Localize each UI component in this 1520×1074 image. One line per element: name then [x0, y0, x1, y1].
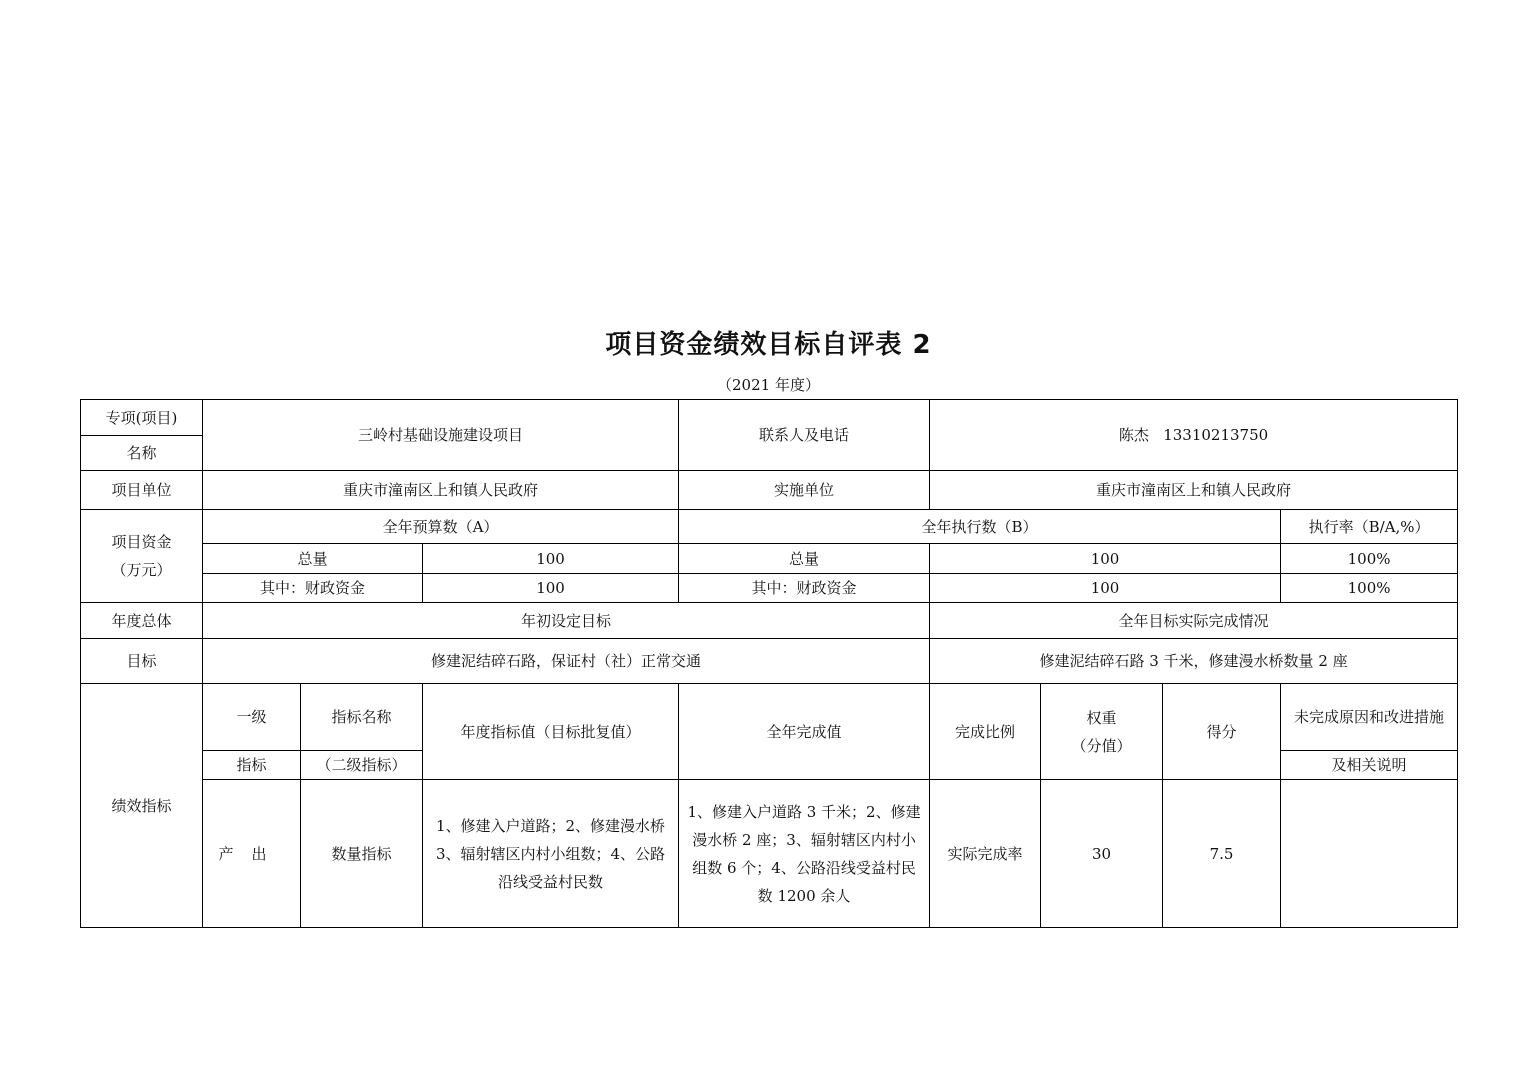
total-budget: 100 — [423, 544, 679, 574]
project-name-label-2: 名称 — [81, 436, 203, 471]
evaluation-table — [80, 399, 1458, 928]
h-weight-line1: 权重 — [1086, 708, 1117, 727]
h-reason-sub: 及相关说明 — [1281, 751, 1458, 780]
goal-label: 年度总体 — [81, 603, 203, 639]
budget-header: 全年预算数（A） — [203, 510, 679, 544]
exec-header: 全年执行数（B） — [679, 510, 1281, 544]
goal-done-header: 全年目标实际完成情况 — [930, 603, 1458, 639]
unit-value: 重庆市潼南区上和镇人民政府 — [203, 471, 679, 510]
h-weight — [1041, 684, 1163, 780]
funds-label — [81, 510, 203, 603]
perf-label: 绩效指标 — [81, 684, 203, 928]
fiscal-budget: 100 — [423, 574, 679, 603]
project-name-label: 专项(项目) — [81, 400, 203, 436]
row-annual-target: 1、修建入户道路；2、修建漫水桥 3、辐射辖区内村小组数；4、公路沿线受益村民数 — [423, 780, 679, 928]
h-level1: 一级 — [203, 684, 301, 751]
goal-done-value: 修建泥结碎石路 3 千米，修建漫水桥数量 2 座 — [930, 639, 1458, 684]
row-ratio: 实际完成率 — [930, 780, 1041, 928]
fiscal-rate: 100% — [1281, 574, 1458, 603]
total-rate: 100% — [1281, 544, 1458, 574]
row-indicator-name: 数量指标 — [301, 780, 423, 928]
page-title: 项目资金绩效目标自评表 2 — [605, 330, 932, 360]
rate-header: 执行率（B/A,%） — [1281, 510, 1458, 544]
h-level1-sub: 指标 — [203, 751, 301, 780]
impl-label: 实施单位 — [679, 471, 930, 510]
h-reason: 未完成原因和改进措施 — [1281, 684, 1458, 751]
total-exec-label: 总量 — [679, 544, 930, 574]
fiscal-exec-label: 其中：财政资金 — [679, 574, 930, 603]
goal-label-2: 目标 — [81, 639, 203, 684]
project-name-value: 三岭村基础设施建设项目 — [203, 400, 679, 471]
impl-value: 重庆市潼南区上和镇人民政府 — [930, 471, 1458, 510]
h-indicator-name-sub: （二级指标） — [301, 751, 423, 780]
goal-set-value: 修建泥结碎石路，保证村（社）正常交通 — [203, 639, 930, 684]
row-weight: 30 — [1041, 780, 1163, 928]
contact-value: 陈杰 13310213750 — [930, 400, 1458, 471]
funds-label-line1: 项目资金 — [111, 533, 172, 551]
total-exec: 100 — [930, 544, 1281, 574]
funds-label-line2: （万元） — [111, 561, 172, 579]
h-annual-target: 年度指标值（目标批复值） — [423, 684, 679, 780]
row-score: 7.5 — [1163, 780, 1281, 928]
row-complete-value: 1、修建入户道路 3 千米；2、修建漫水桥 2 座；3、辐射辖区内村小组数 6 个；4、公路沿线受益村民数 1200 余人 — [679, 780, 930, 928]
row-reason — [1281, 780, 1458, 928]
fiscal-label: 其中：财政资金 — [203, 574, 423, 603]
contact-label: 联系人及电话 — [679, 400, 930, 471]
year-subtitle: （2021 年度） — [717, 376, 820, 394]
goal-set-header: 年初设定目标 — [203, 603, 930, 639]
h-weight-line2: （分值） — [1071, 736, 1132, 755]
h-complete-value: 全年完成值 — [679, 684, 930, 780]
total-label: 总量 — [203, 544, 423, 574]
h-indicator-name: 指标名称 — [301, 684, 423, 751]
h-score: 得分 — [1163, 684, 1281, 780]
row-level1: 产出 — [203, 780, 301, 928]
unit-label: 项目单位 — [81, 471, 203, 510]
h-ratio: 完成比例 — [930, 684, 1041, 780]
fiscal-exec: 100 — [930, 574, 1281, 603]
